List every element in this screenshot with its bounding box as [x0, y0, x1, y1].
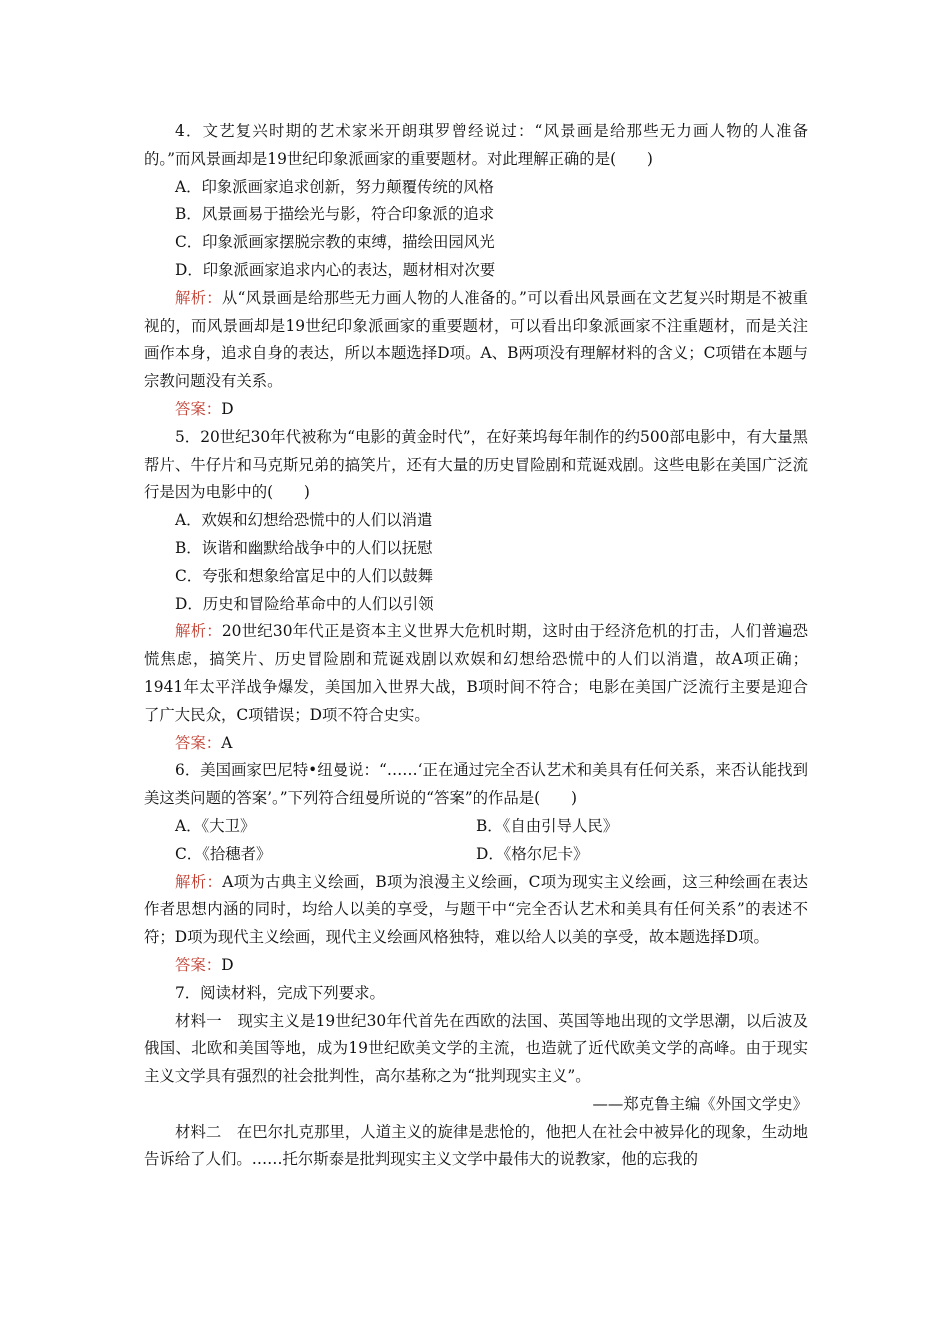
answer-value: A — [221, 733, 233, 752]
answer-label: 答案： — [175, 399, 222, 418]
question-5-option-a: A．欢娱和幻想给恐慌中的人们以消遣 — [175, 511, 433, 530]
question-7-material-1-source: ——郑克鲁主编《外国文学史》 — [592, 1094, 808, 1113]
analysis-text: 从“风景画是给那些无力画人物的人准备的。”可以看出风景画在文艺复兴时期是不被重视的，而风景画却是19世纪印象派画家的重要题材，可以看出印象派画家不注重题材，而是关注画作本身，追求自身的表达，所以本题选择D项。A、B两项没有理解材料的含义；C项错在本题与宗教问题没有关系。 — [144, 288, 808, 391]
question-6-option-a: A．《大卫》 — [175, 816, 256, 835]
question-5-option-b: B．诙谐和幽默给战争中的人们以抚慰 — [175, 538, 433, 557]
question-6-stem: 6．美国画家巴尼特•纽曼说：“……‘正在通过完全否认艺术和美具有任何关系，来否认能找到美这类问题的答案’。”下列符合纽曼所说的“答案”的作品是( ) — [144, 761, 808, 808]
analysis-text: A项为古典主义绘画，B项为浪漫主义绘画，C项为现实主义绘画，这三种绘画在表达作者思想内涵的同时，均给人以美的享受，与题干中“完全否认艺术和美具有任何关系”的表述不符；D项为现代主义绘画，现代主义绘画风格独特，难以给人以美的享受，故本题选择D项。 — [144, 872, 808, 947]
question-5-analysis — [144, 618, 808, 729]
question-4-stem: 4．文艺复兴时期的艺术家米开朗琪罗曾经说过：“风景画是给那些无力画人物的人准备的。”而风景画却是19世纪印象派画家的重要题材。对此理解正确的是( ) — [144, 122, 808, 168]
question-4-option-b: B．风景画易于描绘光与影，符合印象派的追求 — [175, 205, 495, 224]
question-6-option-b: B．《自由引导人民》 — [476, 816, 619, 835]
analysis-label: 解析： — [175, 622, 222, 641]
analysis-label: 解析： — [175, 872, 223, 891]
question-5-option-c: C．夸张和想象给富足中的人们以鼓舞 — [175, 566, 434, 585]
analysis-text: 20世纪30年代正是资本主义世界大危机时期，这时由于经济危机的打击，人们普遍恐慌焦虑，搞笑片、历史冒险剧和荒诞戏剧以欢娱和幻想给恐慌中的人们以消遣，故A项正确；1941年太平洋战争爆发，美国加入世界大战，B项时间不符合；电影在美国广泛流行主要是迎合了广大民众，C项错误；D项不符合史实。 — [144, 622, 808, 724]
question-4-analysis — [144, 285, 808, 396]
analysis-label: 解析： — [175, 288, 222, 307]
question-7-material-2: 材料二 在巴尔扎克那里，人道主义的旋律是悲怆的，他把人在社会中被异化的现象，生动地告诉给了人们。……托尔斯泰是批判现实主义文学中最伟大的说教家，他的忘我的 — [144, 1122, 808, 1169]
question-4-option-c: C．印象派画家摆脱宗教的束缚，描绘田园风光 — [175, 233, 495, 252]
document-body — [144, 118, 808, 1174]
question-4-answer — [144, 396, 808, 424]
question-6-answer — [144, 952, 808, 980]
question-6-options-row-1 — [144, 813, 808, 841]
question-7-material-1: 材料一 现实主义是19世纪30年代首先在西欧的法国、英国等地出现的文学思潮，以后波及俄国、北欧和美国等地，成为19世纪欧美文学的主流，也造就了近代欧美文学的高峰。由于现实主义文学具有强烈的社会批判性，高尔基称之为“批判现实主义”。 — [144, 1011, 808, 1086]
answer-label: 答案： — [175, 955, 222, 974]
question-5-option-d: D．历史和冒险给革命中的人们以引领 — [175, 594, 434, 613]
answer-label: 答案： — [175, 733, 222, 752]
question-6-analysis — [144, 869, 808, 952]
answer-value: D — [221, 399, 234, 418]
answer-value: D — [221, 955, 234, 974]
question-5-answer — [144, 730, 808, 758]
question-6-options-row-2 — [144, 841, 808, 869]
question-4-option-d: D．印象派画家追求内心的表达，题材相对次要 — [175, 260, 496, 279]
question-4-option-a: A．印象派画家追求创新，努力颠覆传统的风格 — [175, 177, 494, 196]
question-6-option-d: D．《格尔尼卡》 — [476, 844, 589, 863]
question-7-stem: 7．阅读材料，完成下列要求。 — [175, 983, 385, 1002]
question-5-stem: 5．20世纪30年代被称为“电影的黄金时代”，在好莱坞每年制作的约500部电影中，有大量黑帮片、牛仔片和马克斯兄弟的搞笑片，还有大量的历史冒险剧和荒诞戏剧。这些电影在美国广泛流行是因为电影中的( ) — [144, 427, 808, 502]
question-6-option-c: C．《拾穗者》 — [175, 844, 272, 863]
